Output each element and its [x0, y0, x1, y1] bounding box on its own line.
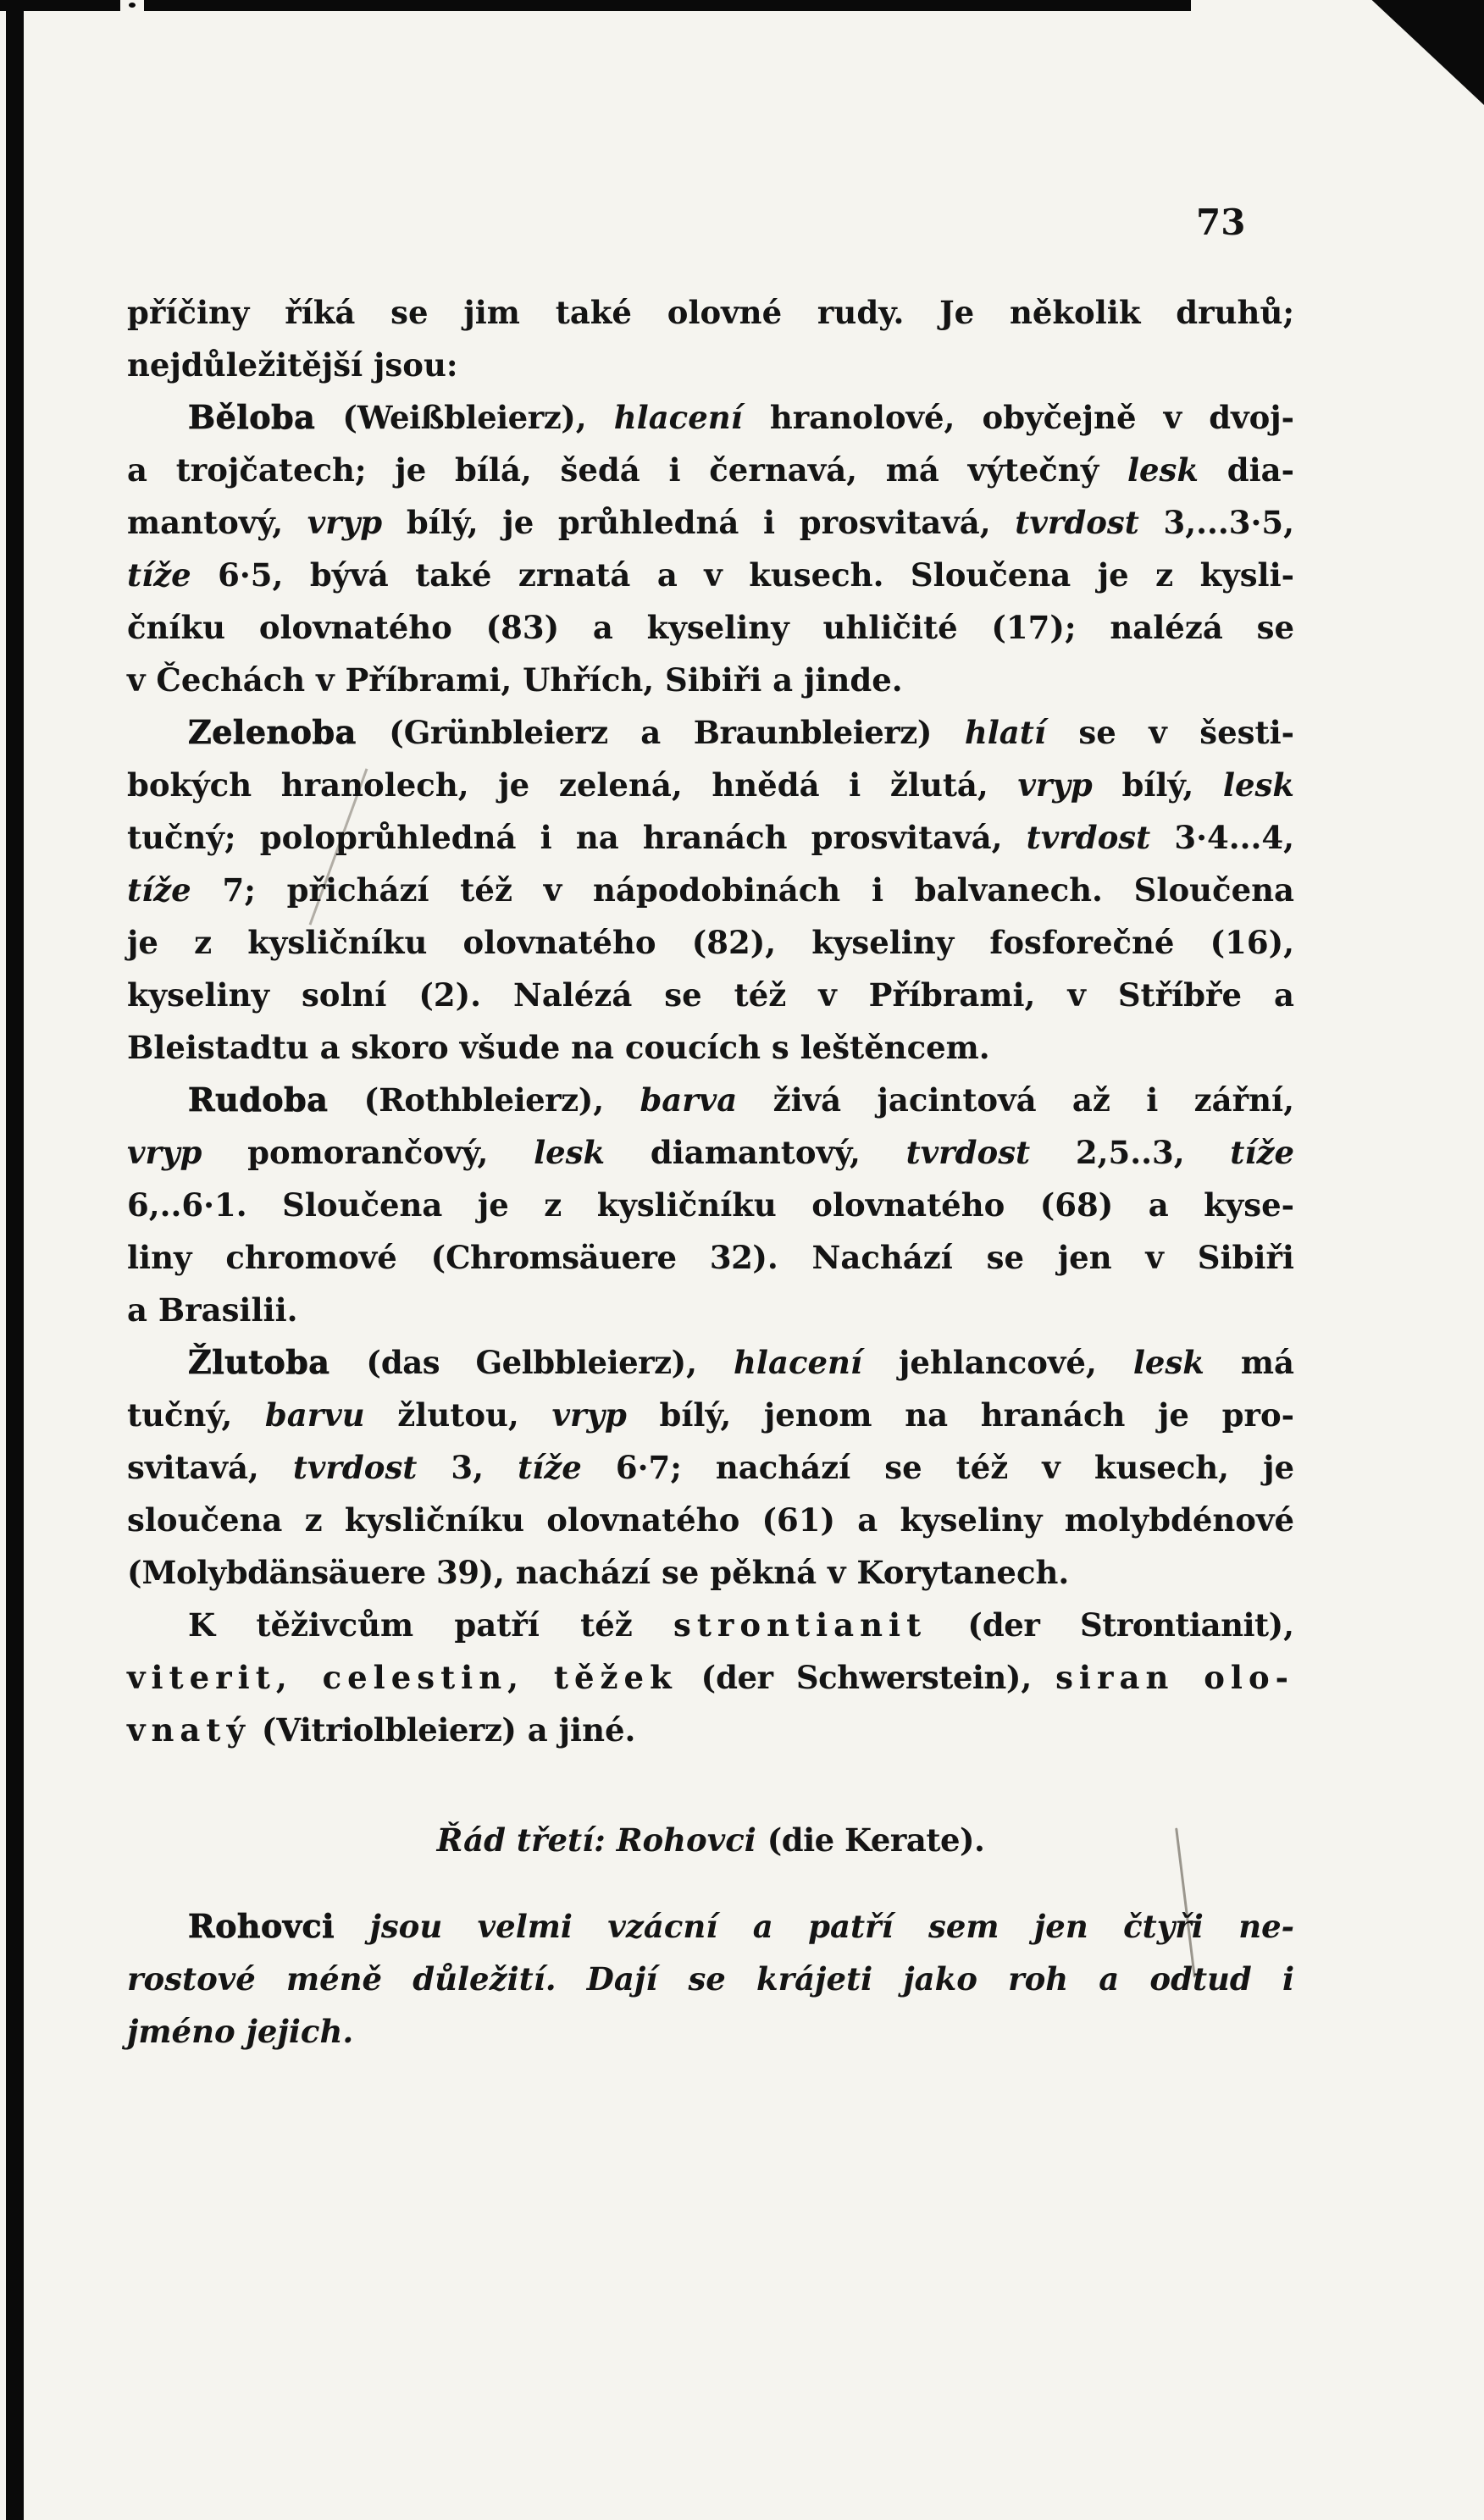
- text-line: [127, 601, 1294, 654]
- text-run: hlacení: [613, 399, 743, 436]
- text-line: [127, 1900, 1294, 1953]
- text-run: 3·4...4,: [1150, 819, 1294, 856]
- text-run: ), nachází se pěkná v Korytanech.: [479, 1554, 1070, 1591]
- text-run: Rothbleierz: [379, 1081, 579, 1119]
- text-run: bílý, je průhledná i prosvitavá,: [382, 504, 1016, 541]
- text-run: tíže: [127, 871, 191, 909]
- text-run: tvrdost: [1026, 819, 1151, 856]
- text-run: K těživcům patří též: [188, 1606, 673, 1644]
- text-line: [127, 864, 1294, 916]
- text-run: a trojčatech; je bílá, šedá i černavá, má výtečný: [127, 451, 1127, 489]
- text-run: v Čechách v Příbrami, Uhřích, Sibiři a jinde.: [127, 661, 903, 699]
- text-run: das Gelbbleierz: [380, 1344, 672, 1381]
- text-line: [127, 706, 1294, 759]
- text-run: der Strontianit: [982, 1606, 1269, 1644]
- text-run: Rohovci: [188, 1907, 335, 1945]
- text-run: 2,5..3,: [1030, 1134, 1231, 1171]
- text-run: diamantový,: [605, 1134, 906, 1171]
- text-run: se v šesti-: [1045, 714, 1294, 751]
- text-run: ),: [671, 1344, 734, 1381]
- text-line: [127, 444, 1294, 496]
- text-run: hlacení: [734, 1344, 862, 1381]
- text-run: tučný; poloprůhledná i na hranách prosvitavá,: [127, 819, 1027, 856]
- text-run: Řád třetí: Rohovci: [436, 1821, 767, 1859]
- paragraph: [127, 1900, 1294, 2058]
- text-run: 6·5, bývá také zrnatá a v kusech. Sloučena je z kysli-: [191, 556, 1294, 594]
- text-run: (: [127, 1554, 142, 1591]
- text-run: jméno jejich.: [127, 2013, 354, 2050]
- text-run: lesk: [1222, 766, 1294, 804]
- text-run: ). Nachází se jen v Sibiři: [752, 1239, 1294, 1276]
- text-run: (: [927, 1606, 983, 1644]
- text-run: ): [916, 714, 965, 751]
- text-line: [127, 1704, 1294, 1756]
- page-text: [127, 286, 1294, 2058]
- text-run: sloučena z kysličníku olovnatého (61) a kyseliny molybdénové: [127, 1501, 1294, 1539]
- text-run: Rudoba: [188, 1080, 329, 1119]
- text-run: ),: [1005, 1659, 1056, 1696]
- text-run: Grünbleierz: [403, 714, 608, 751]
- text-run: Bleistadtu a skoro všude na coucích s leštěncem.: [127, 1029, 990, 1066]
- text-run: hranolové, obyčejně v dvoj-: [742, 399, 1294, 436]
- section-heading: [127, 1814, 1294, 1866]
- text-run: 3,: [417, 1449, 518, 1486]
- text-run: ),: [561, 399, 614, 436]
- text-line: [127, 1441, 1294, 1494]
- text-run: vryp: [551, 1396, 627, 1434]
- text-run: 6·7; nachází se též v kusech, je: [581, 1449, 1295, 1486]
- text-line: [127, 1336, 1294, 1389]
- text-run: Zelenoba: [188, 713, 357, 751]
- text-run: ),: [578, 1081, 640, 1119]
- text-run: bílý,: [1092, 766, 1223, 804]
- scan-edge-left: [6, 0, 24, 2520]
- text-line: [127, 1179, 1294, 1231]
- text-line: [127, 969, 1294, 1021]
- text-line: [127, 496, 1294, 549]
- text-line: [127, 1953, 1294, 2005]
- paragraph: [127, 286, 1294, 391]
- paragraph: [127, 391, 1294, 706]
- page-number: 73: [1196, 202, 1246, 243]
- text-run: (: [329, 1344, 381, 1381]
- text-line: [127, 1651, 1294, 1704]
- text-run: vnatý: [127, 1711, 251, 1749]
- text-line: [127, 339, 1294, 391]
- text-line: [127, 549, 1294, 601]
- text-run: (: [250, 1711, 277, 1749]
- text-run: pomorančový,: [202, 1134, 534, 1171]
- text-run: lesk: [1132, 1344, 1204, 1381]
- text-run: barva: [640, 1081, 738, 1119]
- text-line: [127, 1389, 1294, 1441]
- text-run: (: [356, 714, 404, 751]
- text-run: svitavá,: [127, 1449, 293, 1486]
- text-line: [127, 1599, 1294, 1651]
- text-line: [127, 1546, 1294, 1599]
- text-run: má: [1204, 1344, 1294, 1381]
- text-run: Weißbleierz: [357, 399, 562, 436]
- text-run: Žlutoba: [188, 1343, 330, 1381]
- text-run: Chromsäuere 32: [446, 1239, 753, 1276]
- text-line: [127, 2005, 1294, 2058]
- text-run: žlutou,: [364, 1396, 552, 1434]
- text-run: 3,...3·5,: [1138, 504, 1295, 541]
- text-run: (: [315, 399, 357, 436]
- text-run: (: [677, 1659, 717, 1696]
- text-run: 7; přichází též v nápodobinách i balvanech. Sloučena: [191, 871, 1294, 909]
- text-line: [127, 916, 1294, 969]
- scan-corner-wedge: [1354, 0, 1484, 105]
- text-run: lesk: [534, 1134, 606, 1171]
- text-run: viterit, celestin, těžek: [127, 1659, 678, 1696]
- text-run: (: [328, 1081, 379, 1119]
- text-line: [127, 1126, 1294, 1179]
- text-line: [127, 1284, 1294, 1336]
- text-run: tvrdost: [905, 1134, 1031, 1171]
- text-line: [127, 286, 1294, 339]
- text-run: strontianit: [673, 1606, 928, 1644]
- text-run: čníku olovnatého (83) a kyseliny uhličité (17); nalézá se: [127, 609, 1294, 646]
- text-run: vryp: [307, 504, 383, 541]
- text-run: Vitriolbleierz: [276, 1711, 502, 1749]
- text-run: tvrdost: [1015, 504, 1139, 541]
- text-run: vryp: [1017, 766, 1093, 804]
- text-run: der Schwerstein: [716, 1659, 1006, 1696]
- text-run: barvu: [264, 1396, 365, 1434]
- text-run: je z kysličníku olovnatého (82), kyseliny fosforečné (16),: [127, 924, 1294, 961]
- text-run: rostové méně důležití. Dají se krájeti jako roh a odtud i: [127, 1960, 1294, 1998]
- scan-edge-top-dot: [129, 3, 136, 8]
- text-run: nejdůležitější jsou:: [127, 346, 458, 384]
- text-line: [127, 811, 1294, 864]
- text-run: příčiny říká se jim také olovné rudy. Je několik druhů;: [127, 294, 1294, 331]
- text-run: živá jacintová až i zářní,: [737, 1081, 1294, 1119]
- text-run: bílý, jenom na hranách je pro-: [626, 1396, 1294, 1434]
- text-run: tvrdost: [292, 1449, 418, 1486]
- text-run: siran olo-: [1055, 1659, 1294, 1696]
- text-run: dia-: [1199, 451, 1295, 489]
- scan-edge-top: [0, 0, 1191, 11]
- text-run: kyseliny solní (2). Nalézá se též v Příbrami, v Stříbře a: [127, 976, 1294, 1014]
- text-run: mantový,: [127, 504, 307, 541]
- text-line: [127, 1231, 1294, 1284]
- paragraph: [127, 1599, 1294, 1756]
- text-line: [127, 391, 1294, 444]
- text-run: (die Kerate).: [767, 1821, 985, 1859]
- text-run: jehlancové,: [862, 1344, 1133, 1381]
- text-run: 6,..6·1. Sloučena je z kysličníku olovnatého (68) a kyse-: [127, 1186, 1294, 1224]
- text-run: Braunbleierz: [693, 714, 917, 751]
- text-run: hlatí: [964, 714, 1046, 751]
- text-run: jsou velmi vzácní a patří sem jen čtyři ne-: [335, 1908, 1294, 1945]
- text-run: tučný,: [127, 1396, 265, 1434]
- text-run: tíže: [127, 556, 191, 594]
- paragraph: [127, 1336, 1294, 1599]
- paragraph: [127, 706, 1294, 1074]
- text-line: [127, 1494, 1294, 1546]
- text-run: a: [607, 714, 694, 751]
- text-run: Molybdänsäuere 39: [141, 1554, 479, 1591]
- text-line: [127, 759, 1294, 811]
- text-line: [127, 1074, 1294, 1126]
- text-run: Běloba: [188, 398, 316, 436]
- text-run: liny chromové (: [127, 1239, 446, 1276]
- text-line: [127, 1021, 1294, 1074]
- text-run: ),: [1268, 1606, 1295, 1644]
- text-line: [127, 654, 1294, 706]
- text-run: vryp: [127, 1134, 202, 1171]
- text-run: tíže: [1230, 1134, 1294, 1171]
- text-run: a Brasilii.: [127, 1291, 298, 1329]
- text-run: lesk: [1127, 451, 1199, 489]
- paragraph: [127, 1074, 1294, 1336]
- text-run: tíže: [518, 1449, 582, 1486]
- text-run: bokých hranolech, je zelená, hnědá i žlutá,: [127, 766, 1018, 804]
- text-run: ) a jiné.: [501, 1711, 636, 1749]
